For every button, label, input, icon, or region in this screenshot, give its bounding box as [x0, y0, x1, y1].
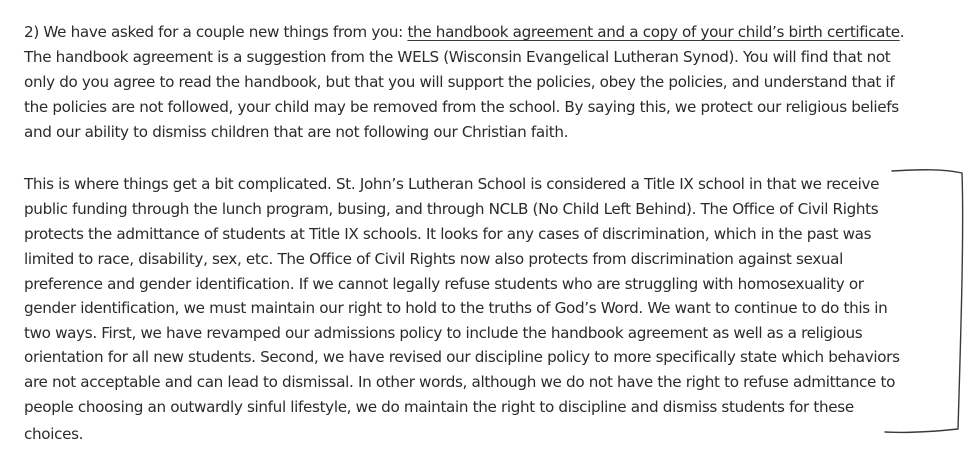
underlined-request-text: the handbook agreement and a copy of your child’s birth certificate [407, 23, 900, 41]
paragraph-1-line-2: The handbook agreement is a suggestion from the WELS (Wisconsin Evangelical Lutheran Synod). You will find that not [24, 48, 891, 66]
paragraph-2-line-11: choices. [24, 425, 84, 443]
line-1-prefix: 2) We have asked for a couple new things from you: [24, 23, 408, 41]
paragraph-2-line-7: two ways. First, we have revamped our admissions policy to include the handbook agreement as well as a religious [24, 324, 863, 342]
paragraph-2-line-2: public funding through the lunch program, busing, and through NCLB (No Child Left Behind). The Office of Civil Rights [24, 200, 879, 218]
paragraph-1-line-4: the policies are not followed, your child may be removed from the school. By saying this, we protect our religious beliefs [24, 98, 899, 116]
paragraph-2-line-10: people choosing an outwardly sinful lifestyle, we do maintain the right to discipline and dismiss students for these [24, 398, 854, 416]
paragraph-2-line-5: preference and gender identification. If we cannot legally refuse students who are struggling with homosexuality or [24, 275, 864, 293]
paragraph-2-line-9: are not acceptable and can lead to dismissal. In other words, although we do not have the right to refuse admittance to [24, 373, 896, 391]
paragraph-2-line-6: gender identification, we must maintain our right to hold to the truths of God’s Word. We want to continue to do this in [24, 299, 888, 317]
paragraph-2-line-8: orientation for all new students. Second, we have revised our discipline policy to more specifically state which behaviors [24, 348, 900, 366]
paragraph-2-line-1: This is where things get a bit complicated. St. John’s Lutheran School is considered a Title IX school in that we receive [24, 175, 880, 193]
paragraph-1-line-1 [24, 22, 904, 42]
line-1-suffix: . [899, 23, 905, 41]
paragraph-1-line-3: only do you agree to read the handbook, but that you will support the policies, obey the policies, and understand that if [24, 73, 895, 91]
paragraph-1-line-5: and our ability to dismiss children that are not following our Christian faith. [24, 123, 569, 141]
paragraph-2-line-3: protects the admittance of students at Title IX schools. It looks for any cases of discrimination, which in the past was [24, 225, 872, 243]
paragraph-2-line-4: limited to race, disability, sex, etc. The Office of Civil Rights now also protects from discrimination against sexual [24, 250, 844, 268]
